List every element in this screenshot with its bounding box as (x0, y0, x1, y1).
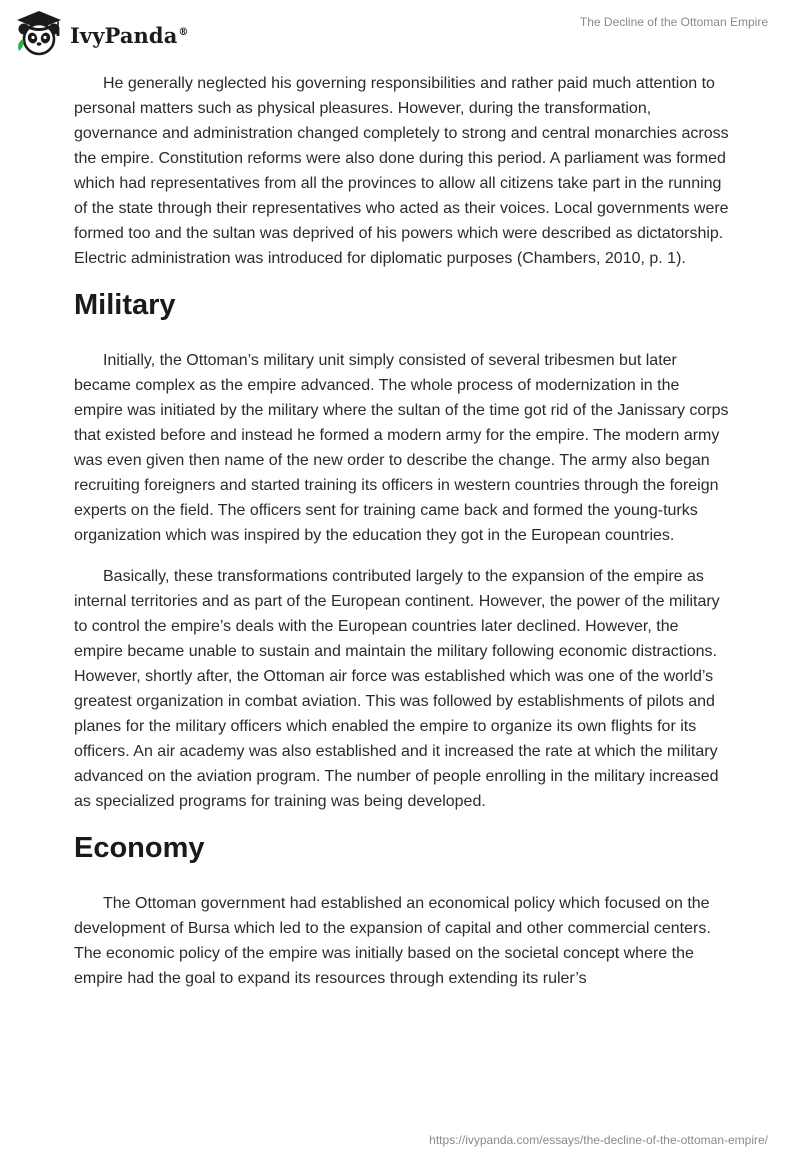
economy-paragraph-1: The Ottoman government had established an economical policy which focused on the development of Bursa which led to the expansion of capital and other commercial centers. The economic policy of the empire was initially based on the societal concept where the empire had the goal to expand its resources through extending its ruler’s (74, 895, 711, 987)
brand-name-text: IvyPanda (70, 22, 178, 48)
essay-body (74, 71, 730, 1007)
military-paragraph-1: Initially, the Ottoman’s military unit simply consisted of several tribesmen but later became complex as the empire advanced. The whole process of modernization in the empire was initiated by the military where the sultan of the time got rid of the Janissary corps that existed before and instead he formed a modern army for the empire. The modern army was even given then name of the new order to describe the change. The army also began recruiting foreigners and started training its officers in western countries through the foreign experts on the field. The officers sent for training came back and formed the young-turks organization which was inspired by the education they got in the European countries. (74, 352, 729, 544)
military-paragraph-2: Basically, these transformations contributed largely to the expansion of the empire as internal territories and as part of the European continent. However, the power of the military to control the empire’s deals with the European countries later declined. However, the empire became unable to sustain and maintain the military following economic distractions. However, shortly after, the Ottoman air force was established which was one of the world’s greatest organization in combat aviation. This was followed by establishments of pilots and planes for the military officers which enabled the empire to organize its own flights for its officers. An air academy was also established and it increased the rate at which the military advanced on the aviation program. The number of people enrolling in the military increased as specialized programs for training was being developed. (74, 568, 720, 810)
brand-name (70, 23, 189, 48)
intro-paragraph: He generally neglected his governing responsibilities and rather paid much attention to personal matters such as physical pleasures. However, during the transformation, governance and administration changed completely to strong and central monarchies across the empire. Constitution reforms were also done during this period. A parliament was formed which had representatives from all the provinces to allow all citizens take part in the running of the state through their representatives who acted as their voices. Local governments were formed too and the sultan was deprived of his powers which were described as dictatorship. Electric administration was introduced for diplomatic purposes (Chambers, 2010, p. 1). (74, 75, 729, 267)
ivypanda-logo[interactable] (14, 9, 189, 59)
panda-graduate-icon (14, 9, 64, 59)
source-url[interactable]: https://ivypanda.com/essays/the-decline-of-the-ottoman-empire/ (429, 1133, 768, 1147)
document-title: The Decline of the Ottoman Empire (579, 15, 768, 29)
page-header (0, 0, 800, 70)
section-heading-military: Military (74, 289, 176, 321)
section-heading-economy: Economy (74, 832, 205, 864)
registered-mark: ® (178, 26, 189, 38)
